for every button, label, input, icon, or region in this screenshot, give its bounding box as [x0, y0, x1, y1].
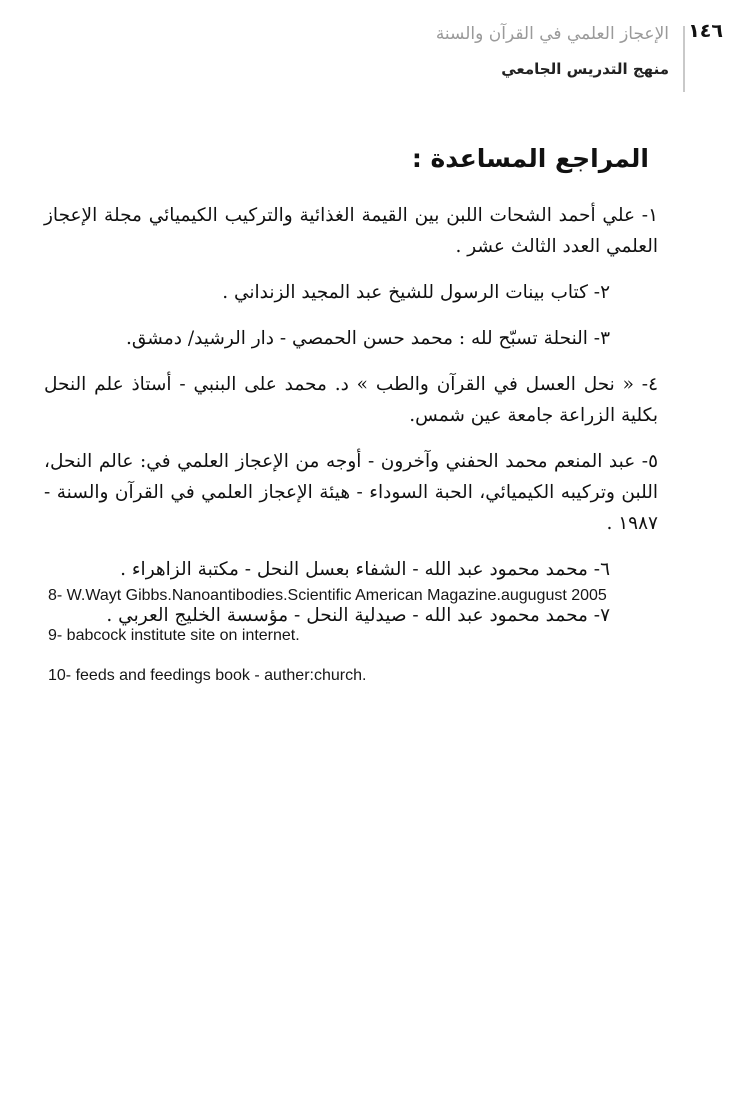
reference-item-2: ٢- كتاب بينات الرسول للشيخ عبد المجيد الزنداني . — [222, 282, 610, 303]
reference-item-1: ١- علي أحمد الشحات اللبن بين القيمة الغذائية والتركيب الكيميائي مجلة الإعجاز العلمي العدد الثالث عشر . — [44, 205, 658, 257]
reference-item-8: 8- W.Wayt Gibbs.Nanoantibodies.Scientific American Magazine.augugust 2005 — [48, 587, 607, 604]
book-title: الإعجاز العلمي في القرآن والسنة — [435, 24, 669, 44]
reference-item-6: ٦- محمد محمود عبد الله - الشفاء بعسل النحل - مكتبة الزاهراء . — [120, 559, 610, 580]
english-reference-list — [48, 584, 688, 704]
arabic-reference-list — [44, 200, 658, 646]
reference-item-7: ٧- محمد محمود عبد الله - صيدلية النحل - مؤسسة الخليج العربي . — [106, 605, 610, 626]
reference-item-10: 10- feeds and feedings book - auther:church. — [48, 667, 367, 684]
reference-item-3: ٣- النحلة تسبّح لله : محمد حسن الحمصي - دار الرشيد/ دمشق. — [126, 328, 610, 349]
reference-item-9: 9- babcock institute site on internet. — [48, 627, 300, 644]
reference-item-5: ٥- عبد المنعم محمد الحفني وآخرون - أوجه من الإعجاز العلمي في: عالم النحل، اللبن وتركيبه الكيميائي، الحبة السوداء - هيئة الإعجاز العلمي في القرآن والسنة - ١٩٨٧ . — [44, 451, 658, 534]
header-divider — [683, 26, 685, 92]
page-number: ١٤٦ — [688, 20, 723, 42]
section-title: المراجع المساعدة : — [411, 144, 649, 173]
reference-item-4: ٤- « نحل العسل في القرآن والطب » د. محمد على البنبي - أستاذ علم النحل بكلية الزراعة جامعة عين شمس. — [44, 374, 658, 426]
series-title: منهج التدريس الجامعي — [501, 60, 669, 78]
